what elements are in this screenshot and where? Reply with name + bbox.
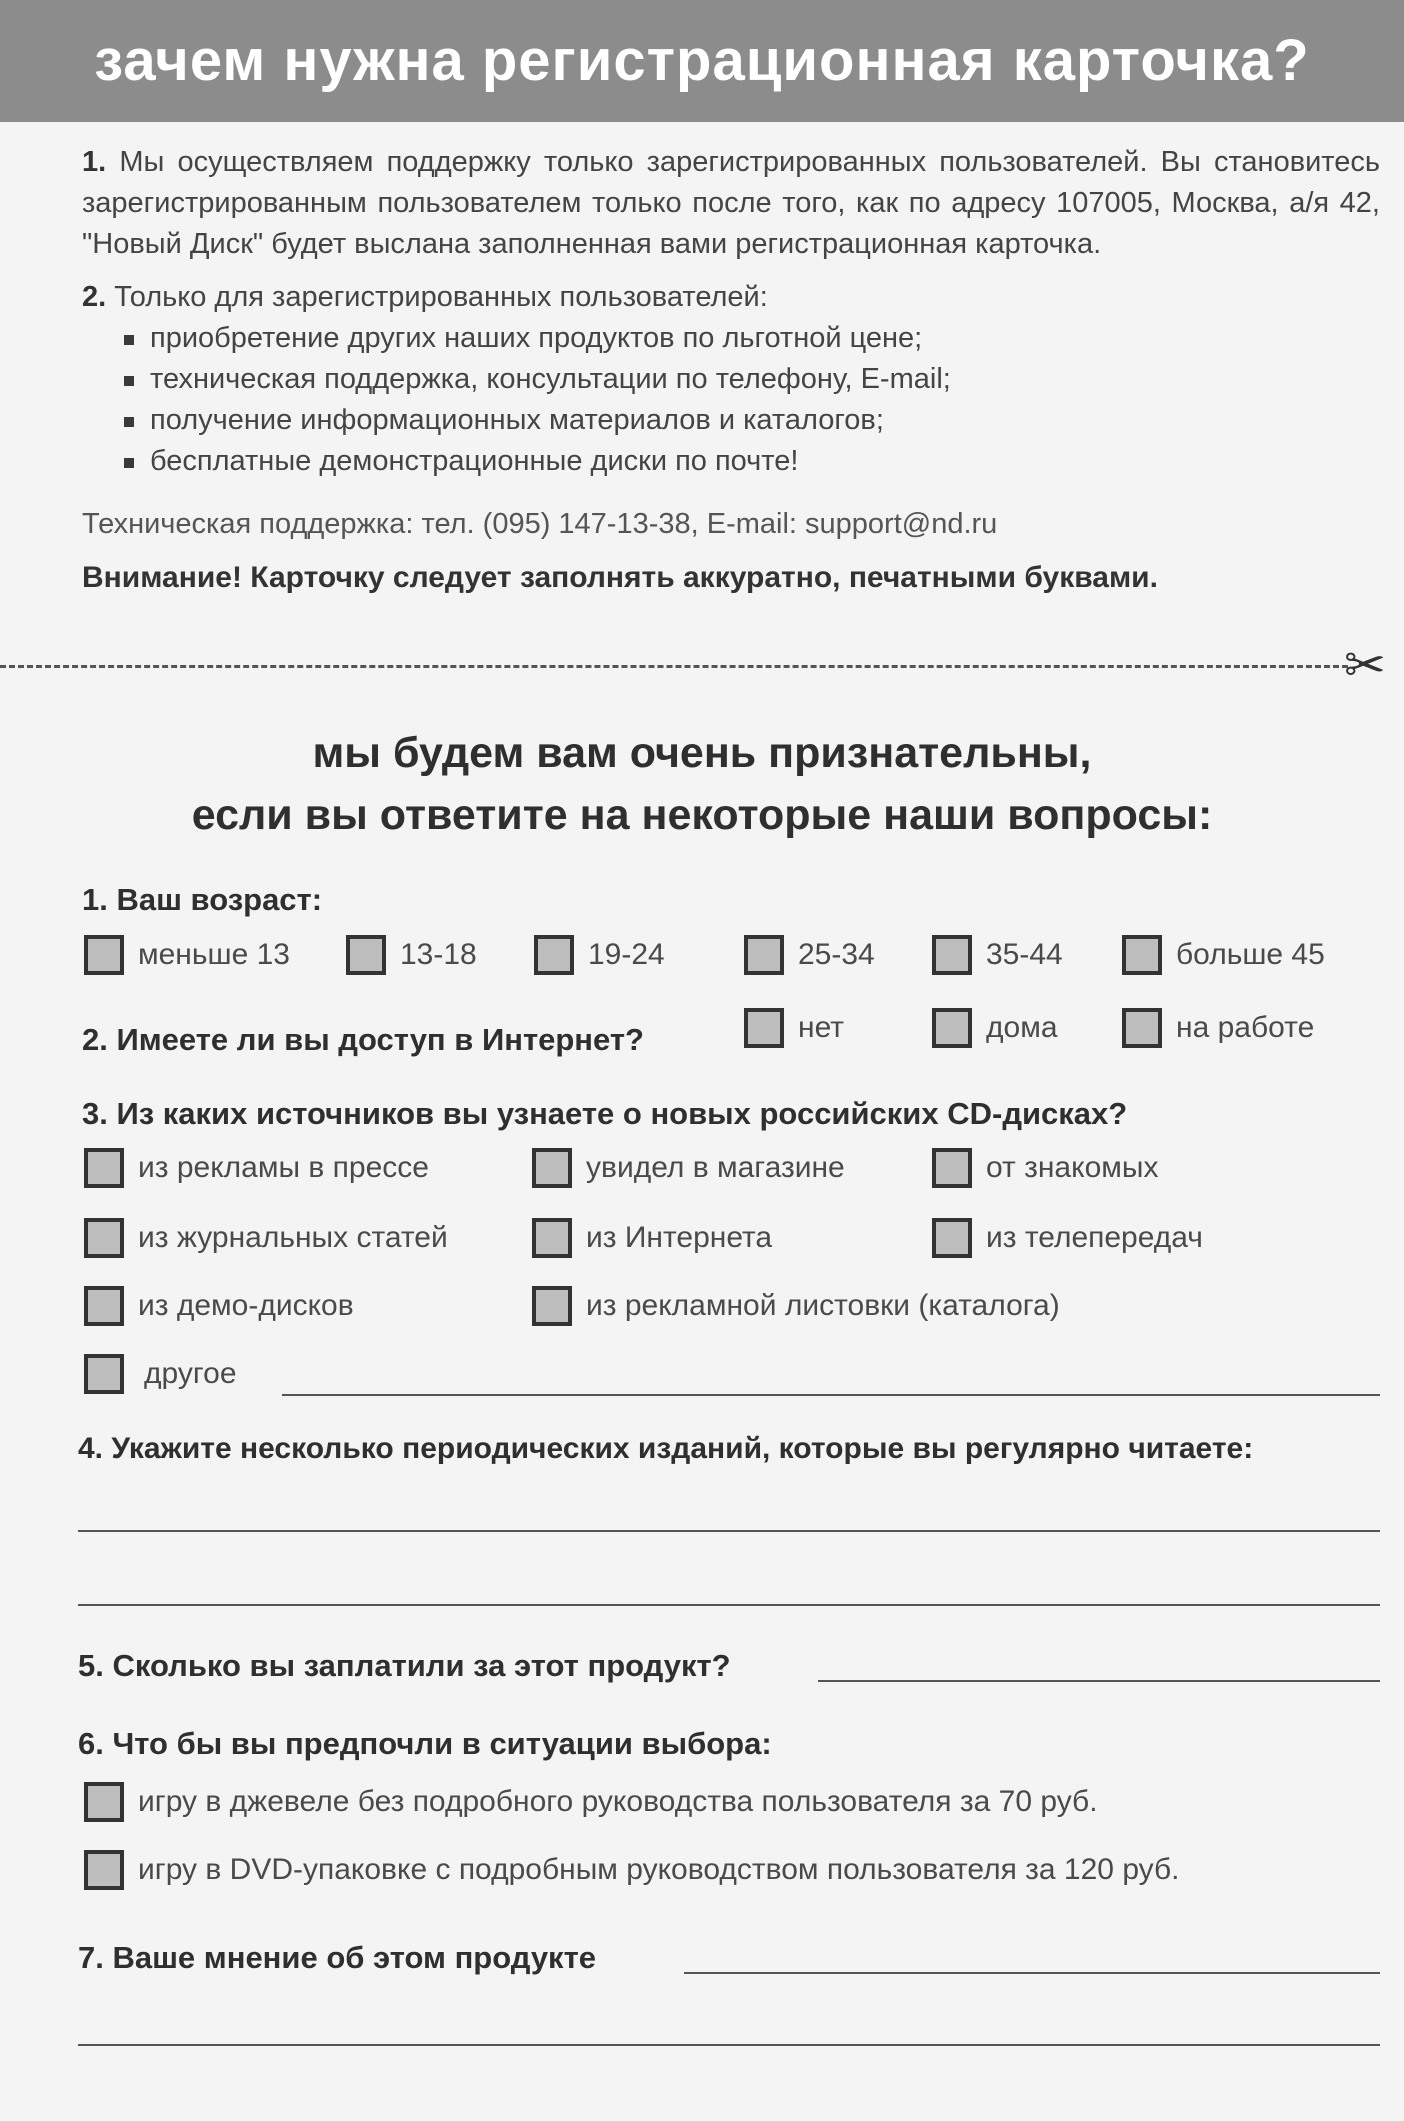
checkbox[interactable] — [346, 935, 386, 975]
checkbox[interactable] — [932, 1148, 972, 1188]
checkbox[interactable] — [932, 1008, 972, 1048]
benefit-item: техническая поддержка, консультации по телефону, E-mail; — [122, 359, 1380, 400]
age-option-13-18[interactable]: 13-18 — [346, 935, 477, 975]
intro-item-1-number: 1. — [82, 146, 107, 178]
checkbox[interactable] — [532, 1148, 572, 1188]
periodicals-input-line-1[interactable] — [78, 1530, 1380, 1532]
source-option-store[interactable]: увидел в магазине — [532, 1148, 845, 1188]
intro-item-1 — [82, 142, 1380, 265]
survey-heading-line-2: если вы ответите на некоторые наши вопросы: — [191, 791, 1213, 839]
benefit-item: приобретение других наших продуктов по льготной цене; — [122, 318, 1380, 359]
question-preference: 6. Что бы вы предпочли в ситуации выбора: — [78, 1726, 772, 1761]
age-option-25-34[interactable]: 25-34 — [744, 935, 875, 975]
fill-warning: Внимание! Карточку следует заполнять аккуратно, печатными буквами. — [82, 561, 1158, 594]
benefit-item: бесплатные демонстрационные диски по почте! — [122, 441, 1380, 482]
internet-option-no[interactable]: нет — [744, 1008, 844, 1048]
opinion-input-line-2[interactable] — [78, 2044, 1380, 2046]
source-option-friends[interactable]: от знакомых — [932, 1148, 1158, 1188]
source-option-internet[interactable]: из Интернета — [532, 1218, 772, 1258]
checkbox[interactable] — [744, 935, 784, 975]
intro-item-1-text: Мы осуществляем поддержку только зарегистрированных пользователей. Вы становитесь зарегистрированным пользователем только после того, как по адресу 107005, Москва, а/я 42, "Новый Диск" будет выслана заполненная вами регистрационная карточка. — [82, 146, 1380, 260]
source-option-magazine-articles[interactable]: из журнальных статей — [84, 1218, 448, 1258]
question-sources: 3. Из каких источников вы узнаете о новых российских CD-дисках? — [82, 1096, 1128, 1131]
source-option-other[interactable]: другое — [84, 1354, 237, 1394]
preference-option-jewel[interactable]: игру в джевеле без подробного руководства пользователя за 70 руб. — [84, 1782, 1098, 1822]
checkbox[interactable] — [84, 935, 124, 975]
source-option-catalog-leaflet[interactable]: из рекламной листовки (каталога) — [532, 1286, 1060, 1326]
benefits-list — [82, 318, 1380, 482]
checkbox[interactable] — [932, 935, 972, 975]
intro-item-2-number: 2. — [82, 281, 107, 313]
checkbox[interactable] — [532, 1218, 572, 1258]
intro-section — [82, 142, 1380, 598]
internet-option-home[interactable]: дома — [932, 1008, 1058, 1048]
checkbox[interactable] — [1122, 1008, 1162, 1048]
checkbox[interactable] — [932, 1218, 972, 1258]
benefit-item: получение информационных материалов и каталогов; — [122, 400, 1380, 441]
age-option-under-13[interactable]: меньше 13 — [84, 935, 290, 975]
age-option-35-44[interactable]: 35-44 — [932, 935, 1063, 975]
checkbox[interactable] — [534, 935, 574, 975]
checkbox[interactable] — [84, 1354, 124, 1394]
checkbox[interactable] — [84, 1286, 124, 1326]
page-banner-title: зачем нужна регистрационная карточка? — [0, 0, 1404, 122]
checkbox[interactable] — [84, 1218, 124, 1258]
price-paid-input-line[interactable] — [818, 1680, 1380, 1682]
source-option-tv[interactable]: из телепередач — [932, 1218, 1203, 1258]
question-price-paid: 5. Сколько вы заплатили за этот продукт? — [78, 1648, 731, 1683]
intro-item-2-text: Только для зарегистрированных пользователей: — [114, 281, 768, 313]
checkbox[interactable] — [1122, 935, 1162, 975]
checkbox[interactable] — [532, 1286, 572, 1326]
age-option-over-45[interactable]: больше 45 — [1122, 935, 1325, 975]
source-option-demo-discs[interactable]: из демо-дисков — [84, 1286, 354, 1326]
survey-heading — [0, 722, 1404, 846]
cut-line — [0, 665, 1348, 668]
checkbox[interactable] — [84, 1850, 124, 1890]
opinion-input-line-1[interactable] — [684, 1972, 1380, 1974]
preference-option-dvd[interactable]: игру в DVD-упаковке с подробным руководством пользователя за 120 руб. — [84, 1850, 1180, 1890]
other-source-input-line[interactable] — [282, 1394, 1380, 1396]
periodicals-input-line-2[interactable] — [78, 1604, 1380, 1606]
checkbox[interactable] — [84, 1782, 124, 1822]
age-option-19-24[interactable]: 19-24 — [534, 935, 665, 975]
internet-option-work[interactable]: на работе — [1122, 1008, 1314, 1048]
question-opinion: 7. Ваше мнение об этом продукте — [78, 1940, 596, 1975]
checkbox[interactable] — [744, 1008, 784, 1048]
source-option-press-ads[interactable]: из рекламы в прессе — [84, 1148, 429, 1188]
survey-heading-line-1: мы будем вам очень признательны, — [312, 729, 1092, 777]
scissors-icon: ✂ — [1344, 637, 1386, 693]
intro-item-2 — [82, 277, 1380, 318]
question-internet-access: 2. Имеете ли вы доступ в Интернет? — [82, 1022, 644, 1057]
checkbox[interactable] — [84, 1148, 124, 1188]
support-contacts: Техническая поддержка: тел. (095) 147-13-38, E-mail: support@nd.ru — [82, 508, 998, 540]
question-periodicals: 4. Укажите несколько периодических изданий, которые вы регулярно читаете: — [78, 1432, 1254, 1465]
question-age: 1. Ваш возраст: — [82, 882, 323, 917]
